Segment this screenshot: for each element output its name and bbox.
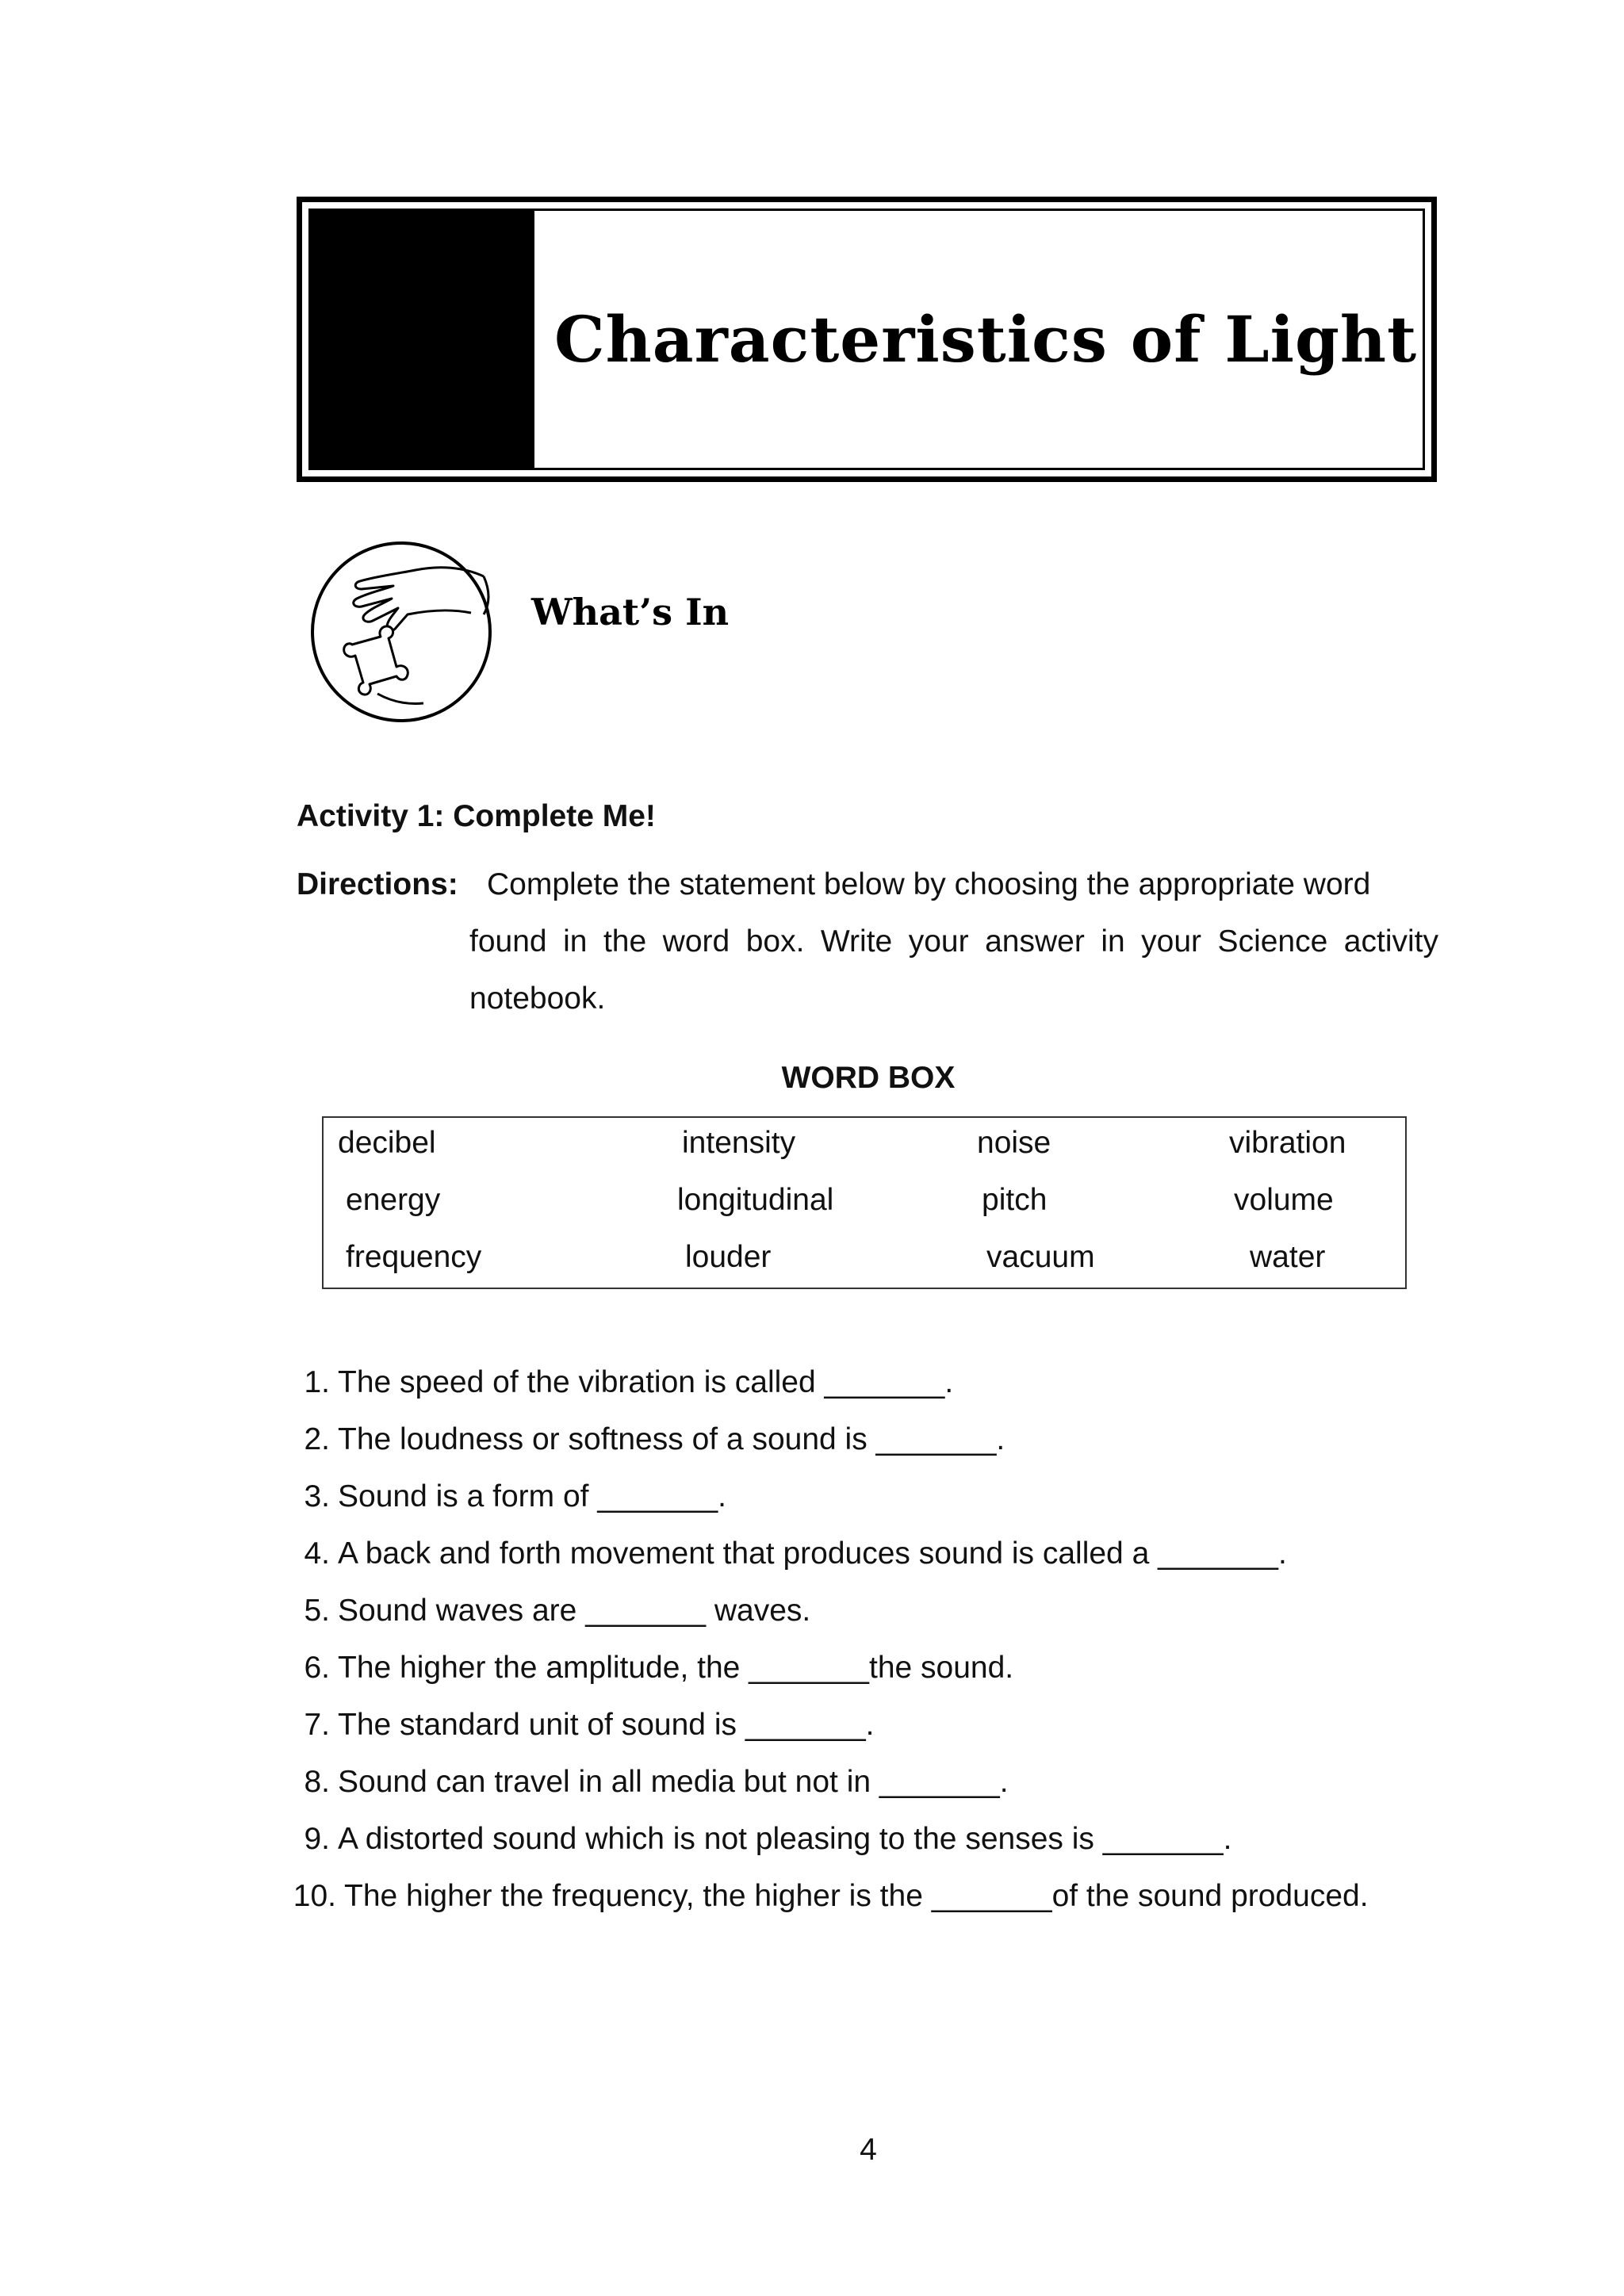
title-banner-black-panel [311,211,534,468]
question-number: 3. [304,1479,330,1513]
word-box-item: longitudinal [677,1183,834,1217]
question-number: 5. [304,1594,330,1628]
word-box-item: water [1250,1240,1326,1274]
question-text: A distorted sound which is not pleasing to the senses is _______. [338,1822,1232,1856]
title-banner-inner-frame [308,209,1425,470]
question-number: 7. [304,1708,330,1742]
word-box-item: volume [1234,1183,1334,1217]
directions-label: Directions: [297,867,458,901]
question-item [282,1411,1369,1468]
question-text: A back and forth movement that produces sound is called a _______. [338,1536,1287,1571]
section-heading: What’s In [531,591,730,633]
word-box-item: louder [685,1240,772,1274]
question-text: Sound can travel in all media but not in _______. [338,1765,1009,1799]
word-box-title: WORD BOX [781,1061,956,1095]
title-banner [297,197,1437,482]
question-item [282,1354,1369,1411]
word-box-item: energy [346,1183,441,1217]
word-box-item: intensity [682,1126,796,1160]
word-box-item: vibration [1229,1126,1346,1160]
word-box-item: frequency [346,1240,482,1274]
question-list [282,1354,1369,1925]
question-item [282,1868,1369,1925]
word-box [322,1116,1407,1289]
question-text: Sound is a form of _______. [338,1479,726,1513]
activity-title: Activity 1: Complete Me! [297,799,656,833]
word-box-item: vacuum [986,1240,1095,1274]
question-item [282,1525,1369,1582]
question-text: The standard unit of sound is _______. [338,1708,875,1742]
question-number: 8. [304,1765,330,1799]
directions-text-rest: found in the word box. Write your answer in your Science activity notebook. [469,924,1438,1016]
title-banner-divider [534,211,538,468]
question-item [282,1697,1369,1754]
question-number: 1. [304,1365,330,1399]
question-number: 6. [304,1651,330,1685]
word-box-item: pitch [982,1183,1048,1217]
question-text: Sound waves are _______ waves. [338,1594,811,1628]
question-number: 4. [304,1536,330,1571]
word-box-item: decibel [338,1126,436,1160]
question-text: The higher the amplitude, the _______the sound. [338,1651,1014,1685]
question-text: The higher the frequency, the higher is the _______of the sound produced. [344,1879,1369,1913]
question-item [282,1640,1369,1697]
question-number: 10. [293,1879,336,1913]
directions-text-line1: Complete the statement below by choosing the appropriate word [487,867,1371,901]
word-box-item: noise [977,1126,1051,1160]
question-number: 9. [304,1822,330,1856]
directions-first-line [297,856,1438,913]
question-number: 2. [304,1422,330,1456]
question-item [282,1468,1369,1525]
question-item [282,1582,1369,1640]
lesson-title: Characteristics of Light [553,302,1418,377]
question-item [282,1811,1369,1868]
question-text: The loudness or softness of a sound is _______. [338,1422,1005,1456]
question-text: The speed of the vibration is called _______. [338,1365,954,1399]
hand-puzzle-piece-icon [304,535,498,729]
question-item [282,1754,1369,1811]
page-number: 4 [860,2133,877,2167]
directions [297,856,1438,1027]
